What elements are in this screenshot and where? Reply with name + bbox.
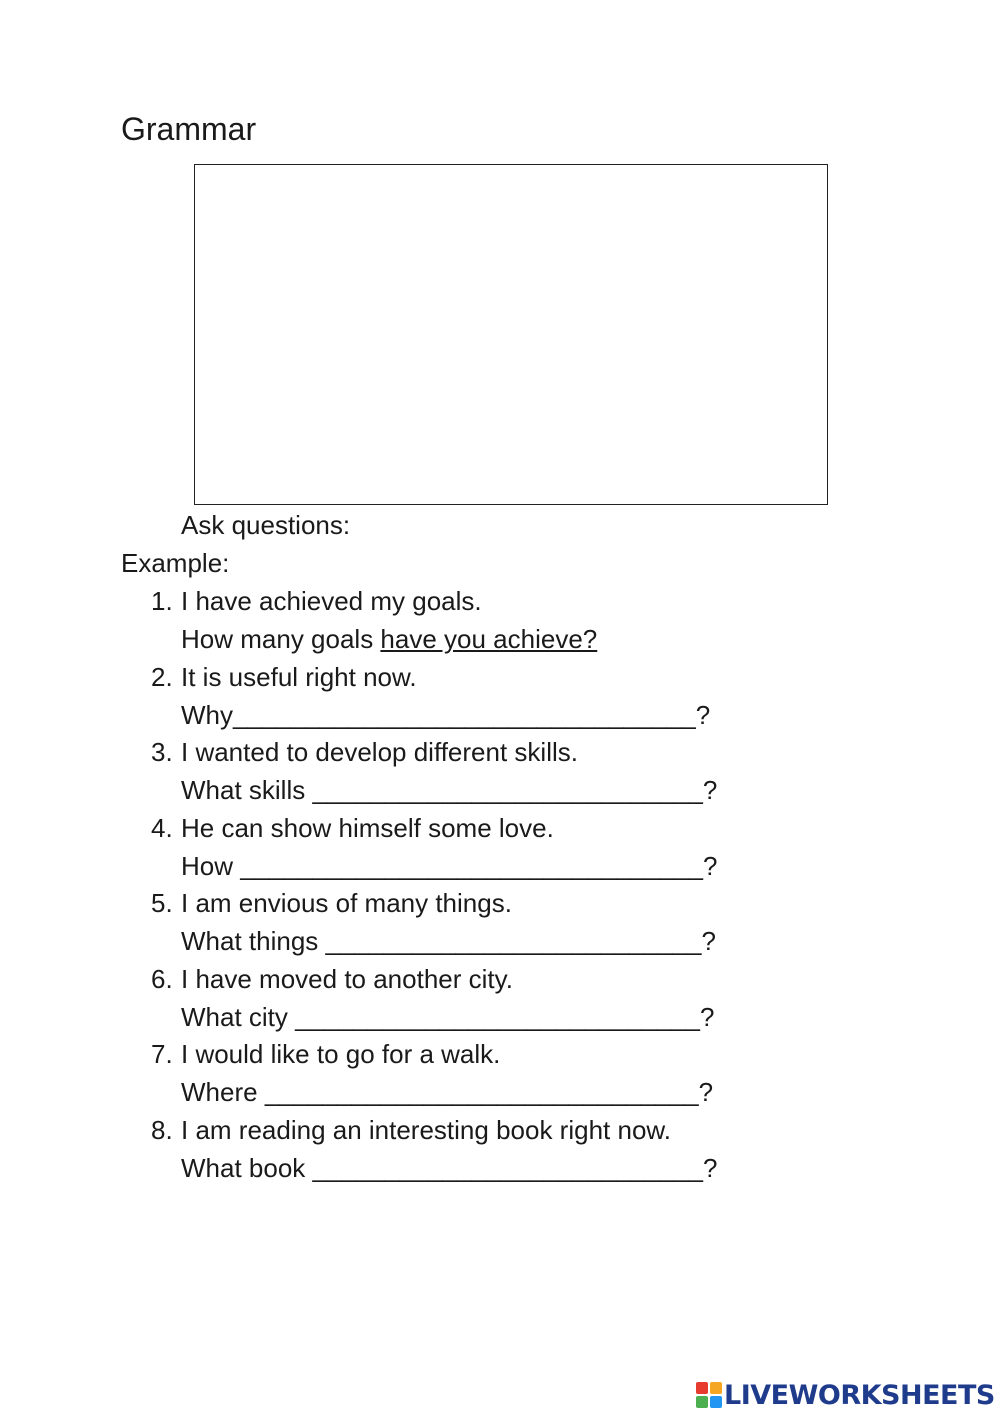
item-statement: I have achieved my goals. [181,586,482,616]
liveworksheets-logo [696,1378,995,1412]
item-question-line [181,623,597,655]
item-number: 2. [151,662,173,692]
question-prompt: How many goals [181,624,381,654]
item-number: 4. [151,813,173,843]
question-mark: ? [695,700,711,730]
item-question-line [181,774,717,806]
answer-blank[interactable]: ________________________________ [240,851,703,881]
item-number: 5. [151,888,173,918]
answer-blank[interactable]: ___________________________ [312,775,703,805]
item-question-line [181,925,716,957]
question-prompt: Where [181,1077,265,1107]
item-statement: I have moved to another city. [181,964,513,994]
answer-blank[interactable]: ___________________________ [312,1153,703,1183]
logo-block-blue [710,1396,722,1408]
item-number: 1. [151,586,173,616]
question-mark: ? [702,1153,718,1183]
item-question-line [181,1152,717,1184]
answer-blank[interactable]: ______________________________ [264,1077,699,1107]
logo-text: LIVEWORKSHEETS [724,1379,995,1411]
item-question-line [181,1001,715,1033]
question-mark: ? [701,926,716,956]
example-answer: have you achieve? [380,624,598,654]
question-prompt: Why [181,700,233,730]
logo-mark-icon [696,1382,722,1408]
item-question-line [181,850,717,882]
answer-blank[interactable]: __________________________ [325,926,702,956]
item-statement: I am envious of many things. [181,888,512,918]
item-number: 3. [151,737,173,767]
logo-block-red [696,1382,708,1394]
question-mark: ? [702,851,718,881]
question-prompt: How [181,851,241,881]
item-statement: He can show himself some love. [181,813,554,843]
answer-blank[interactable]: ________________________________ [233,700,696,730]
item-number: 8. [151,1115,173,1145]
question-prompt: What book [181,1153,313,1183]
question-mark: ? [700,1002,715,1032]
question-prompt: What city [181,1002,296,1032]
item-statement: I wanted to develop different skills. [181,737,578,767]
logo-block-orange [710,1382,722,1394]
answer-blank[interactable]: ____________________________ [295,1002,701,1032]
question-mark: ? [702,775,718,805]
question-mark: ? [698,1077,714,1107]
item-statement: It is useful right now. [181,662,417,692]
item-number: 6. [151,964,173,994]
item-statement: I would like to go for a walk. [181,1039,501,1069]
question-prompt: What things [181,926,326,956]
question-prompt: What skills [181,775,313,805]
example-label: Example: [121,548,230,578]
item-question-line [181,1076,713,1108]
item-statement: I am reading an interesting book right now. [181,1115,671,1145]
page-title: Grammar [121,111,257,147]
item-question-line [181,699,710,731]
item-number: 7. [151,1039,173,1069]
image-placeholder-box [194,164,828,505]
logo-block-green [696,1396,708,1408]
instruction-text: Ask questions: [181,510,351,540]
